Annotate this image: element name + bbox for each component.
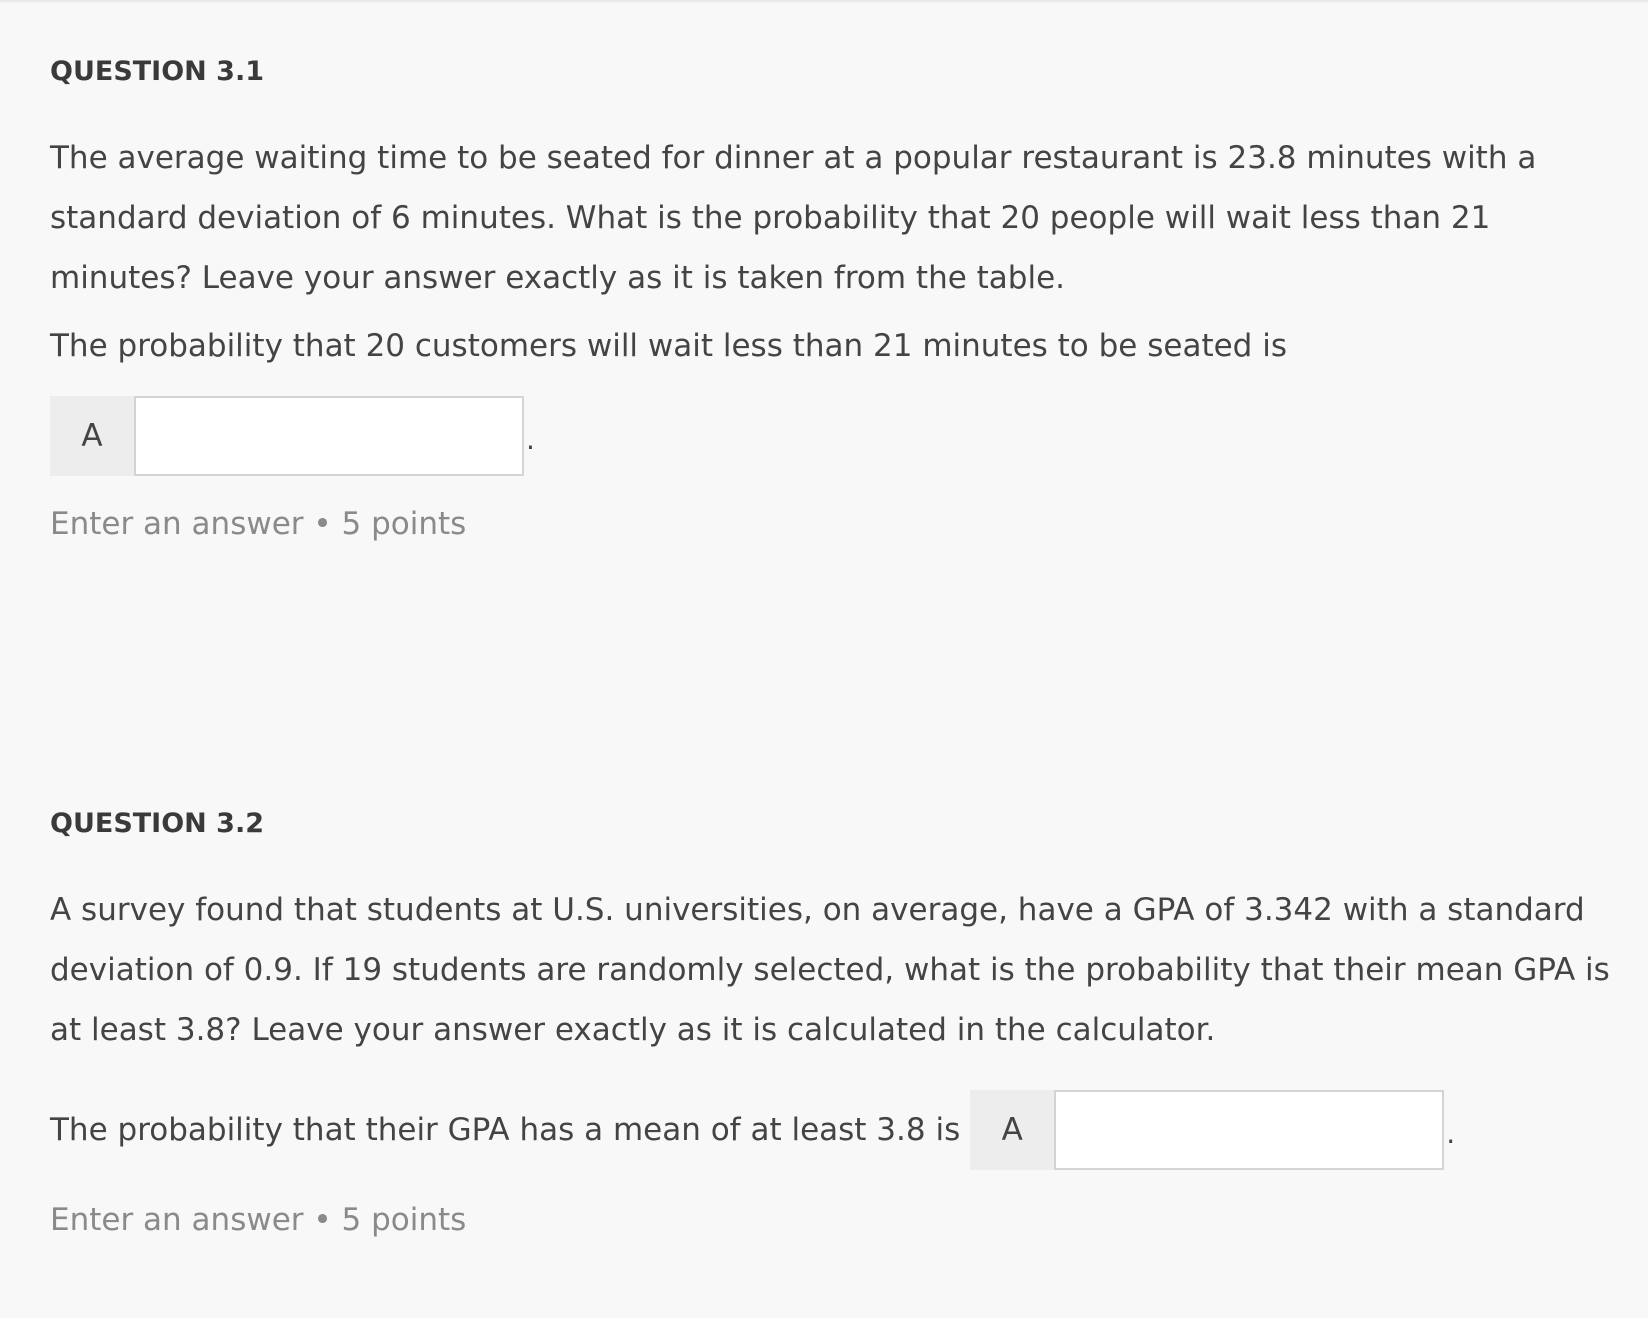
question-3-1	[50, 52, 1610, 546]
question-title: QUESTION 3.2	[50, 808, 265, 839]
question-title: QUESTION 3.1	[50, 56, 265, 87]
answer-blank-label: A	[970, 1090, 1054, 1170]
answer-prompt: The probability that 20 customers will wait less than 21 minutes to be seated is	[50, 328, 1287, 364]
question-text: The average waiting time to be seated for dinner at a popular restaurant is 23.8 minutes with a standard deviation of 6 minutes. What is the probability that 20 people will wait less than 21 minutes? Leave your answer exactly as it is taken from the table.	[50, 140, 1537, 296]
answer-trailing-period: .	[526, 423, 535, 456]
answer-row	[50, 1090, 1610, 1170]
top-shadow	[0, 0, 1648, 4]
answer-row	[50, 396, 1610, 476]
question-3-2	[50, 804, 1610, 1242]
answer-blank-label: A	[50, 396, 134, 476]
answer-input[interactable]	[134, 396, 524, 476]
answer-trailing-period: .	[1446, 1117, 1456, 1150]
answer-prompt: The probability that their GPA has a mean of at least 3.8 is	[50, 1112, 961, 1148]
question-text: A survey found that students at U.S. universities, on average, have a GPA of 3.342 with a standard deviation of 0.9. If 19 students are randomly selected, what is the probability that their mean GPA is at least 3.8? Leave your answer exactly as it is calculated in the calculator.	[50, 892, 1610, 1048]
answer-hint: Enter an answer • 5 points	[50, 1202, 467, 1238]
answer-input[interactable]	[1054, 1090, 1444, 1170]
answer-hint: Enter an answer • 5 points	[50, 506, 467, 542]
